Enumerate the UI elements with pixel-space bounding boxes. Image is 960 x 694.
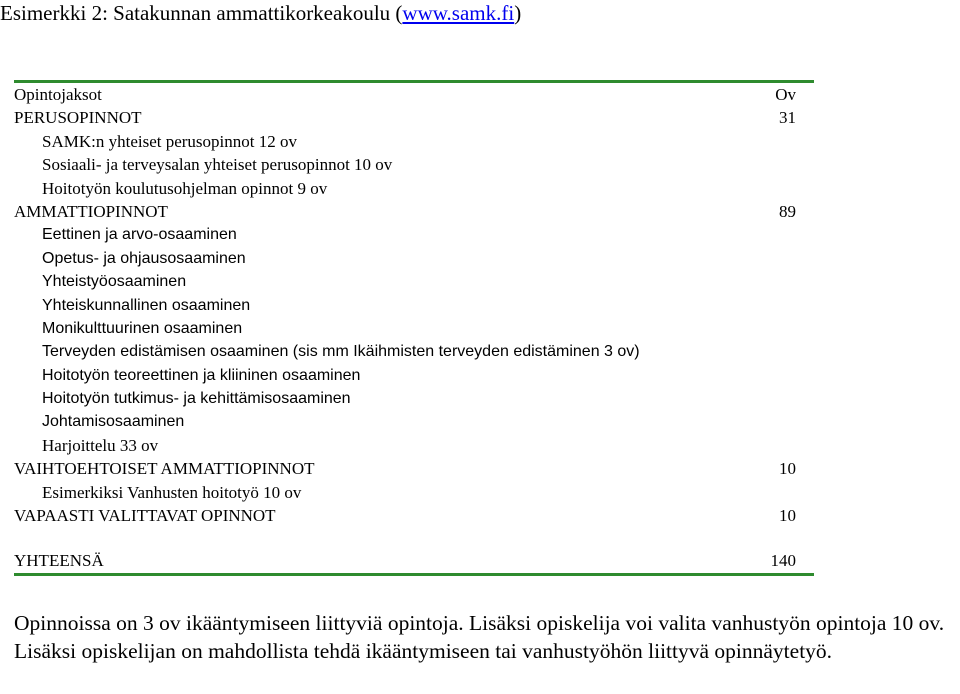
row-value: 89 — [779, 201, 796, 221]
row-label: PERUSOPINNOT — [14, 108, 142, 128]
row-label: Yhteistyöosaaminen — [42, 273, 187, 291]
row-label: VAIHTOEHTOISET AMMATTIOPINNOT — [14, 459, 315, 479]
table-row — [14, 130, 814, 153]
row-label: Sosiaali- ja terveysalan yhteiset perusopinnot 10 ov — [42, 155, 393, 175]
curriculum-table — [14, 80, 814, 576]
heading-suffix: ) — [514, 1, 522, 25]
table-row — [14, 410, 814, 433]
table-row — [14, 434, 814, 457]
example-heading — [0, 1, 521, 25]
row-label: Harjoittelu 33 ov — [42, 435, 159, 455]
summary-paragraph: Opinnoissa on 3 ov ikääntymiseen liittyviä opintoja. Lisäksi opiskelija voi valita vanhustyön opintoja 10 ov. Lisäksi opiskelijan on mahdollista tehdä ikääntymiseen tai vanhustyöhön liittyvä opinnäytetyö. — [14, 611, 945, 663]
table-row — [14, 387, 814, 410]
table-spacer-row — [14, 527, 814, 549]
row-value: 10 — [779, 506, 796, 526]
table-row — [14, 270, 814, 293]
total-value: 140 — [770, 551, 796, 571]
row-label: Johtamisosaaminen — [42, 413, 185, 431]
row-label: Terveyden edistämisen osaaminen (sis mm Ikäihmisten terveyden edistäminen 3 ov) — [42, 343, 640, 361]
header-label: Opintojaksot — [14, 85, 102, 104]
table-row — [14, 504, 814, 527]
row-label: Hoitotyön tutkimus- ja kehittämisosaaminen — [42, 390, 351, 408]
table-row — [14, 340, 814, 363]
table-row — [14, 294, 814, 317]
row-label: Hoitotyön koulutusohjelman opinnot 9 ov — [42, 178, 328, 198]
row-label: Yhteiskunnallinen osaaminen — [42, 296, 251, 314]
table-row — [14, 153, 814, 176]
row-value: 10 — [779, 459, 796, 479]
table-row — [14, 223, 814, 246]
table-row — [14, 177, 814, 200]
row-label: Monikulttuurinen osaaminen — [42, 319, 243, 337]
row-value: 31 — [779, 108, 796, 128]
samk-link[interactable]: www.samk.fi — [402, 1, 515, 25]
header-value: Ov — [775, 85, 796, 104]
table-bottom-rule — [14, 573, 814, 576]
table-row — [14, 481, 814, 504]
table-header-row — [14, 83, 814, 106]
table-row — [14, 247, 814, 270]
total-label: YHTEENSÄ — [14, 551, 104, 571]
table-row — [14, 317, 814, 340]
row-label: Opetus- ja ohjausosaaminen — [42, 249, 246, 267]
row-label: VAPAASTI VALITTAVAT OPINNOT — [14, 506, 276, 526]
table-row — [14, 200, 814, 223]
row-label: Eettinen ja arvo-osaaminen — [42, 226, 237, 244]
table-row — [14, 106, 814, 129]
row-label: SAMK:n yhteiset perusopinnot 12 ov — [42, 131, 297, 151]
row-label: AMMATTIOPINNOT — [14, 201, 168, 221]
table-row — [14, 364, 814, 387]
table-total-row — [14, 549, 814, 572]
row-label: Hoitotyön teoreettinen ja kliininen osaaminen — [42, 366, 361, 384]
heading-prefix: Esimerkki 2: Satakunnan ammattikorkeakoulu ( — [0, 1, 403, 25]
table-row — [14, 457, 814, 480]
row-label: Esimerkiksi Vanhusten hoitotyö 10 ov — [42, 482, 302, 502]
